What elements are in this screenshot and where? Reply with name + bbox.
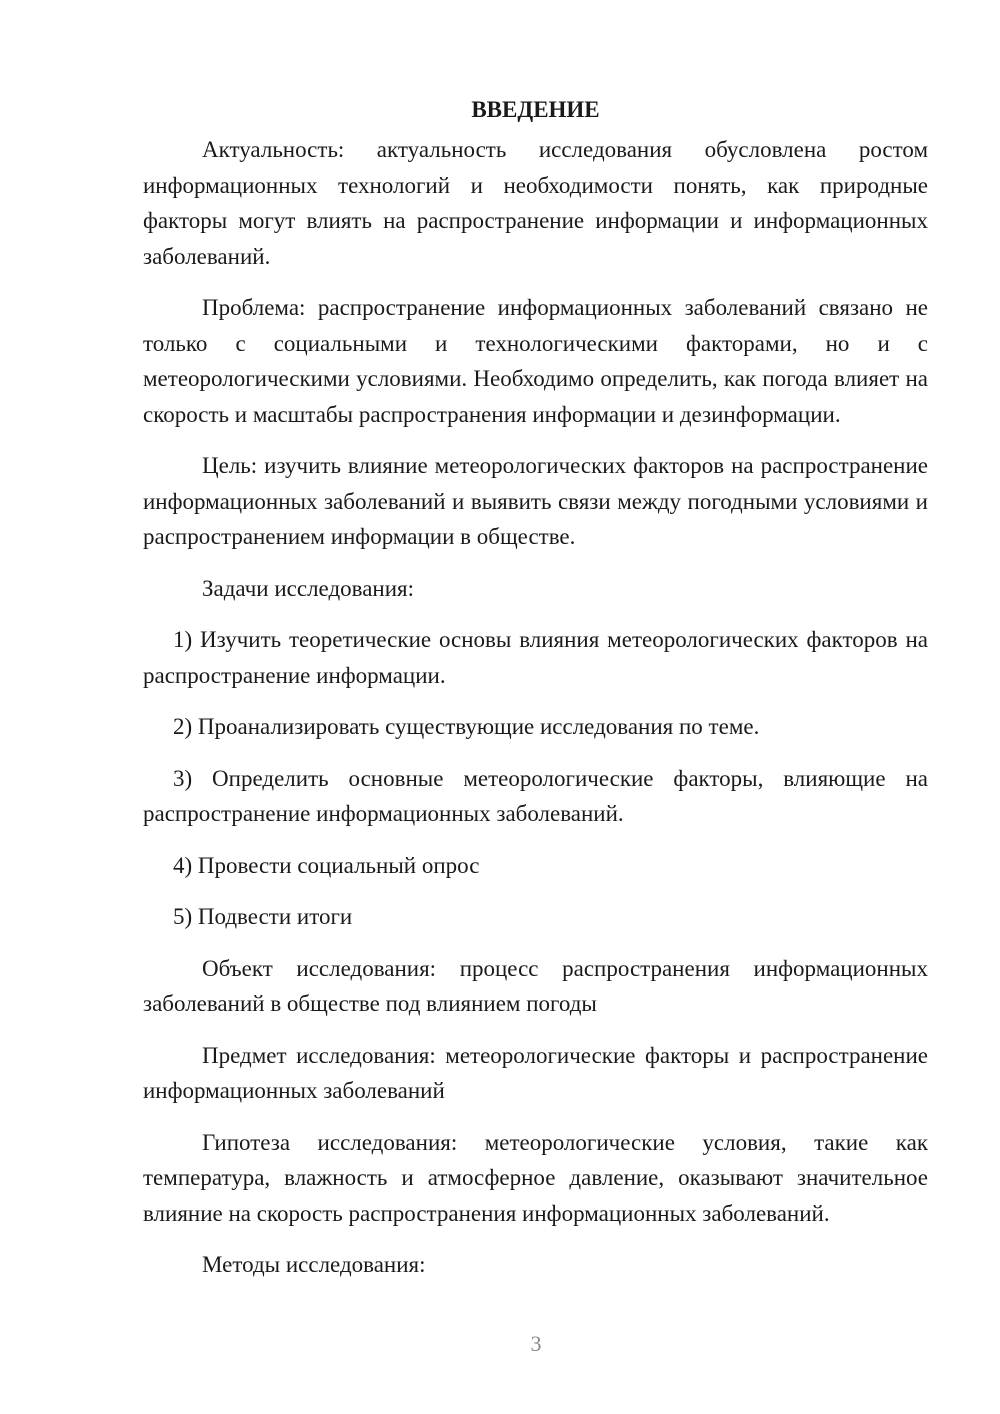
page-content — [143, 92, 928, 1299]
methods-heading: Методы исследования: — [202, 1252, 426, 1277]
tasks-heading: Задачи исследования: — [202, 575, 415, 601]
task-item-4: 4) Провести социальный опрос — [173, 852, 480, 878]
goal-paragraph: Цель: изучить влияние метеорологических факторов на распространение информационных заболеваний и выявить связи между погодными условиями и распространением информации в обществе. — [143, 453, 928, 549]
section-title: ВВЕДЕНИЕ — [471, 97, 600, 122]
page-number: 3 — [530, 1331, 542, 1356]
task-item-2: 2) Проанализировать существующие исследования по теме. — [173, 714, 760, 739]
task-item-5: 5) Подвести итоги — [173, 904, 353, 929]
object-paragraph: Объект исследования: процесс распространения информационных заболеваний в обществе под влиянием погоды — [143, 955, 928, 1016]
hypothesis-paragraph: Гипотеза исследования: метеорологические условия, такие как температура, влажность и атмосферное давление, оказывают значительное влияние на скорость распространения информационных заболеваний. — [143, 1129, 928, 1226]
task-item-3: 3) Определить основные метеорологические факторы, влияющие на распространение информационных заболеваний. — [143, 765, 928, 826]
subject-paragraph: Предмет исследования: метеорологические факторы и распространение информационных заболеваний — [143, 1042, 928, 1103]
task-item-1: 1) Изучить теоретические основы влияния метеорологических факторов на распространение информации. — [143, 627, 928, 688]
problem-paragraph: Проблема: распространение информационных заболеваний связано не только с социальными и технологическими факторами, но и с метеорологическими условиями. Необходимо определить, как погода влияет на скорость и масштабы распространения информации и дезинформации. — [143, 295, 928, 427]
relevance-paragraph: Актуальность: актуальность исследования обусловлена ростом информационных технологий и необходимости понять, как природные факторы могут влиять на распространение информации и информационных заболеваний. — [143, 137, 928, 269]
